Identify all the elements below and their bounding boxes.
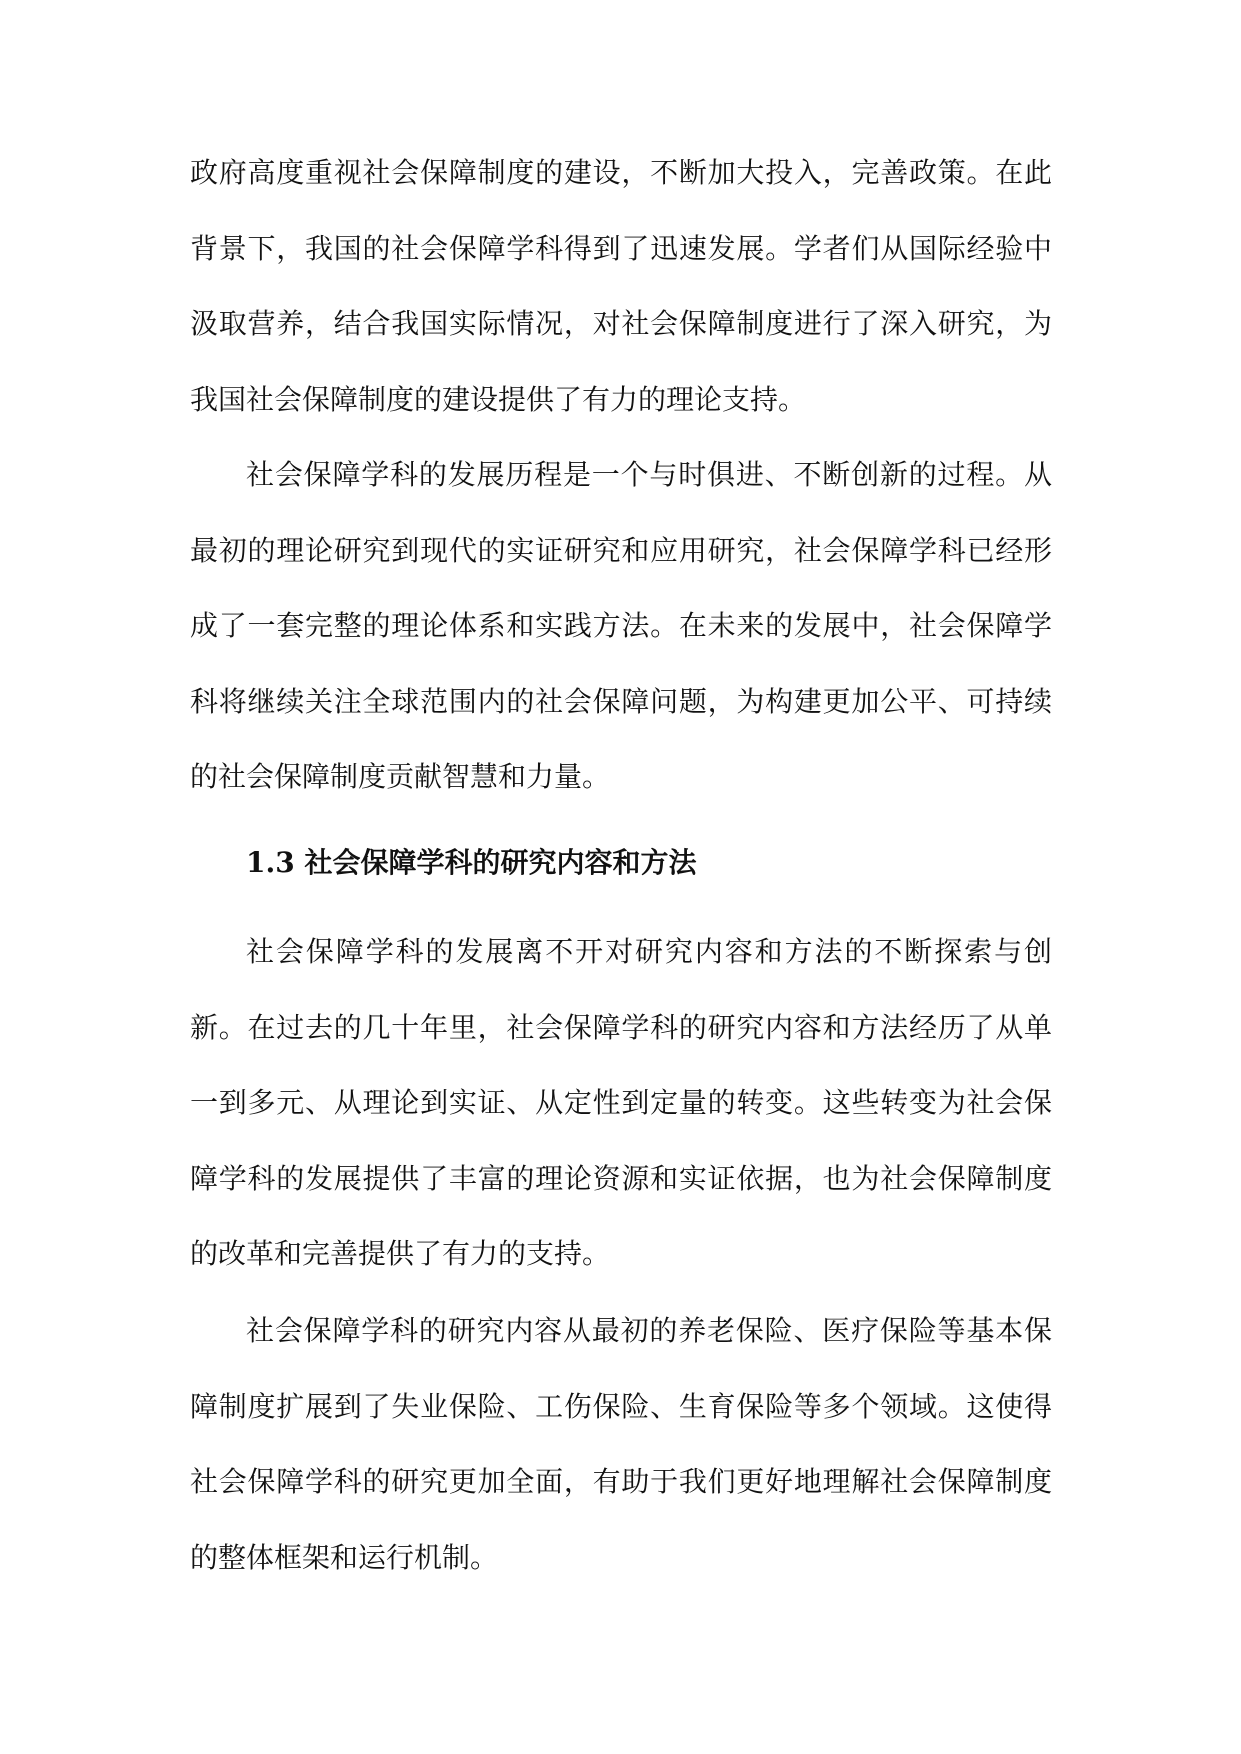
paragraph-development-history: 社会保障学科的发展历程是一个与时俱进、不断创新的过程。从最初的理论研究到现代的实证研究和应用研究，社会保障学科已经形成了一套完整的理论体系和实践方法。在未来的发展中，社会保障学科将继续关注全球范围内的社会保障问题，为构建更加公平、可持续的社会保障制度贡献智慧和力量。 [190,458,1052,793]
section-heading: 1.3 社会保障学科的研究内容和方法 [246,846,697,879]
paragraph-research-content: 社会保障学科的研究内容从最初的养老保险、医疗保险等基本保障制度扩展到了失业保险、工伤保险、生育保险等多个领域。这使得社会保障学科的研究更加全面，有助于我们更好地理解社会保障制度的整体框架和运行机制。 [190,1314,1052,1574]
paragraph-research-methods: 社会保障学科的发展离不开对研究内容和方法的不断探索与创新。在过去的几十年里，社会保障学科的研究内容和方法经历了从单一到多元、从理论到实证、从定性到定量的转变。这些转变为社会保障学科的发展提供了丰富的理论资源和实证依据，也为社会保障制度的改革和完善提供了有力的支持。 [190,935,1052,1270]
paragraph-continuation: 政府高度重视社会保障制度的建设，不断加大投入，完善政策。在此背景下，我国的社会保障学科得到了迅速发展。学者们从国际经验中汲取营养，结合我国实际情况，对社会保障制度进行了深入研究，为我国社会保障制度的建设提供了有力的理论支持。 [190,156,1052,416]
